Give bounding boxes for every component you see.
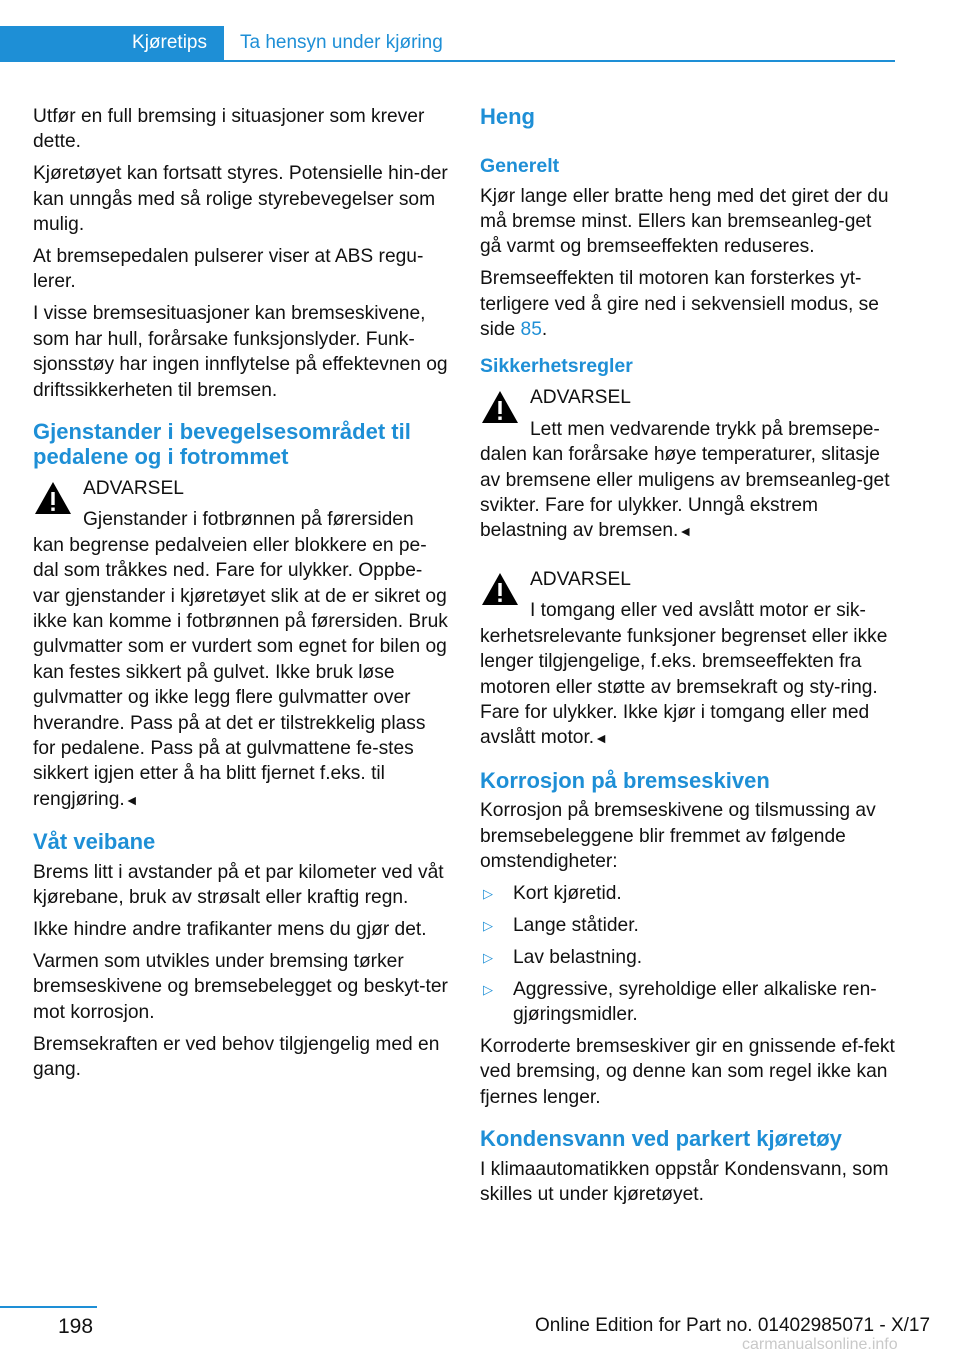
- paragraph-text: .: [541, 319, 548, 341]
- warning-text: I tomgang eller ved avslått motor er sik-kerhetsrelevante funksjoner begrenset eller ikke lenger tilgjengelige, f.eks. bremseeffekten fra motoren eller støtte av bremsekraft og sty-ring. Fare for ulykker. Ikke kjør i tomgang eller med avslått motor.: [480, 600, 888, 749]
- list-item-text: Lange ståtider.: [513, 914, 639, 936]
- paragraph-text: Bremseeffekten til motoren kan forsterkes yt-terligere ved å gire ned i sekvensiell modus, se side: [480, 268, 879, 341]
- end-mark: ◄: [124, 791, 139, 808]
- page-header: [0, 26, 895, 62]
- list-item-text: Kort kjøretid.: [513, 882, 622, 904]
- warning-title: ADVARSEL: [530, 387, 631, 409]
- warning-icon: [480, 389, 520, 425]
- warning-block: [33, 476, 448, 813]
- subheading-safety: Sikkerhetsregler: [480, 355, 633, 378]
- warning-icon: [480, 571, 520, 607]
- section-heading-corrosion: Korrosjon på bremseskiven: [480, 767, 770, 793]
- watermark: carmanualsonline.info: [742, 1336, 898, 1353]
- warning-title: ADVARSEL: [530, 568, 631, 590]
- paragraph: Ikke hindre andre trafikanter mens du gjør det.: [33, 919, 427, 941]
- page-number: 198: [58, 1315, 94, 1338]
- footer-rule: [0, 1306, 97, 1308]
- section-heading-objects: Gjenstander i bevegelsesområdet til pedalene og i fotrommet: [33, 418, 411, 470]
- warning-title: ADVARSEL: [83, 477, 184, 499]
- section-tab[interactable]: Ta hensyn under kjøring: [240, 32, 443, 53]
- bullet-icon: ▷: [483, 949, 493, 965]
- paragraph: Korroderte bremseskiver gir en gnissende ef-fekt ved bremsing, og denne kan som regel ikke kan fjernes lenger.: [480, 1035, 895, 1108]
- paragraph: Utfør en full bremsing i situasjoner som krever dette.: [33, 106, 425, 153]
- paragraph: At bremsepedalen pulserer viser at ABS regu-lerer.: [33, 246, 424, 293]
- list-item-text: Lav belastning.: [513, 946, 643, 968]
- warning-block: [480, 567, 895, 752]
- header-rule: [0, 60, 895, 62]
- warning-text: Lett men vedvarende trykk på bremsepe-dalen kan forårsake høye temperaturer, slitasje av bremsene eller muligens av bremseanleg-get svikter. Fare for ulykker. Unngå ekstrem belastning av bremsen.: [480, 418, 890, 542]
- chapter-tab[interactable]: Kjøretips: [0, 26, 224, 60]
- list-item: [480, 881, 895, 906]
- paragraph: Varmen som utvikles under bremsing tørker bremseskivene og bremsebelegget og beskyt-ter mot korrosjon.: [33, 950, 448, 1023]
- warning-icon: [33, 480, 73, 516]
- bullet-icon: ▷: [483, 885, 493, 901]
- end-mark: ◄: [594, 730, 608, 747]
- paragraph: I visse bremsesituasjoner kan bremseskivene, som har hull, forårsake funksjonslyder. Funk-sjonsstøy har ingen innflytelse på effektevnen og driftssikkerheten til bremsen.: [33, 303, 448, 401]
- list-item: [480, 977, 895, 1028]
- left-column: [33, 104, 448, 1089]
- paragraph: I klimaautomatikken oppstår Kondensvann, som skilles ut under kjøretøyet.: [480, 1158, 889, 1206]
- section-heading-condensation: Kondensvann ved parkert kjøretøy: [480, 1126, 842, 1152]
- edition-text: Online Edition for Part no. 01402985071 - X/17: [535, 1315, 931, 1336]
- page-link-85[interactable]: 85: [520, 319, 542, 341]
- list-item: [480, 945, 895, 970]
- paragraph: Bremsekraften er ved behov tilgjengelig med en gang.: [33, 1033, 440, 1081]
- paragraph: [480, 266, 895, 342]
- warning-text: Gjenstander i fotbrønnen på førersiden kan begrense pedalveien eller blokkere en pe-dal som tråkkes ned. Fare for ulykker. Oppbe-var gjenstander i kjøretøyet slik at de er sikret og ikke kan komme i fotbrønnen på førersiden. Bruk gulvmatter som er vurdert som egnet for bilen og kan festes sikkert på gulvet. Ikke bruk løse gulvmatter og ikke legg flere gulvmatter over hverandre. Pass på at det er tilstrekkelig plass for pedalene. Pass på at gulvmattene fe-stes sikkert igjen etter å ha blitt fjernet f.eks. til rengjøring.: [33, 509, 448, 810]
- paragraph: Brems litt i avstander på et par kilometer ved våt kjørebane, bruk av strøsalt eller kraftig regn.: [33, 861, 444, 909]
- end-mark: ◄: [678, 523, 693, 540]
- bullet-list: [480, 881, 895, 1028]
- warning-block: [480, 385, 895, 544]
- section-heading-heng: Heng: [480, 104, 535, 129]
- bullet-icon: ▷: [483, 917, 493, 933]
- paragraph: Kjøretøyet kan fortsatt styres. Potensielle hin-der kan unngås med så rolige styrebevegelser som mulig.: [33, 163, 448, 236]
- paragraph: Kjør lange eller bratte heng med det giret der du må bremse minst. Ellers kan bremseanleg-get gå varmt og bremseeffekten reduseres.: [480, 185, 889, 258]
- list-item-text: Aggressive, syreholdige eller alkaliske ren-gjøringsmidler.: [513, 978, 877, 1026]
- right-column: [480, 104, 895, 1214]
- list-item: [480, 913, 895, 938]
- section-heading-wet-road: Våt veibane: [33, 829, 156, 855]
- bullet-icon: ▷: [483, 981, 493, 997]
- subheading-generelt: Generelt: [480, 154, 560, 177]
- paragraph: Korrosjon på bremseskivene og tilsmussing av bremsebeleggene blir fremmet av følgende omstendigheter:: [480, 800, 876, 873]
